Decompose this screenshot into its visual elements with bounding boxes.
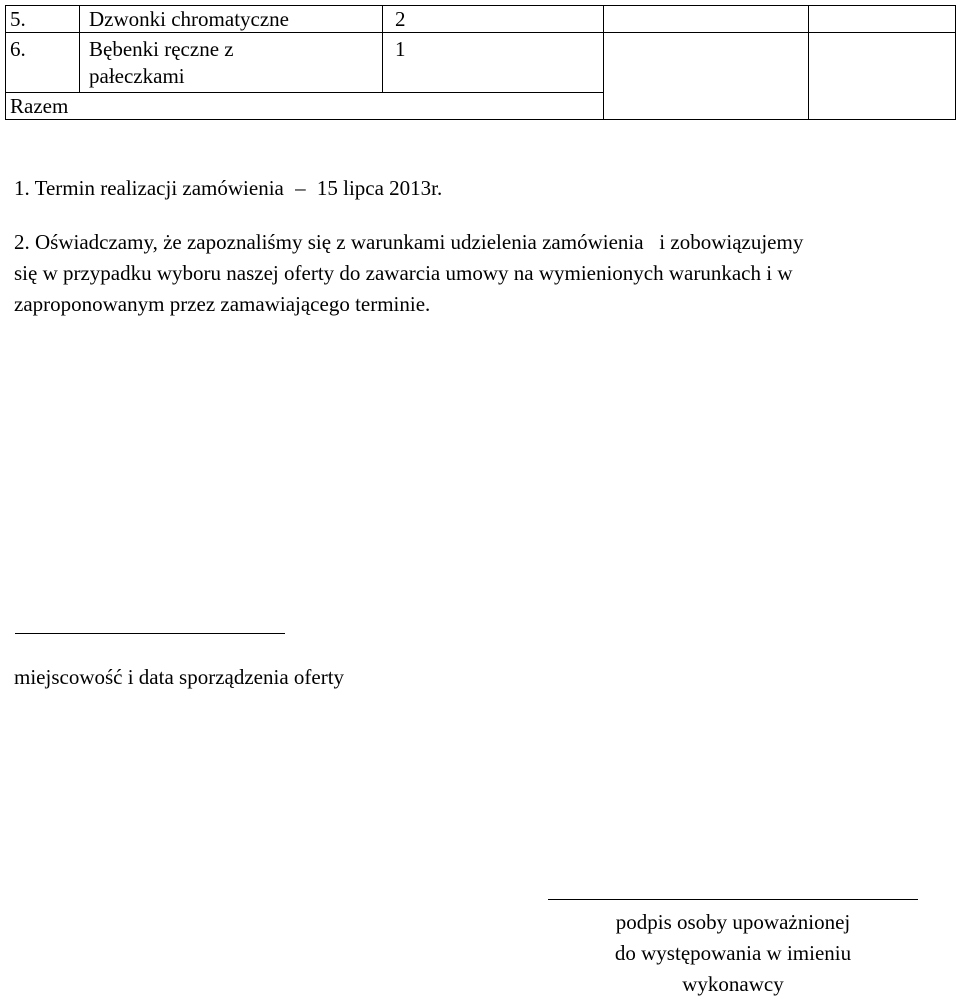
signature-underline	[548, 899, 918, 900]
dash: –	[295, 176, 306, 200]
delivery-term	[14, 174, 442, 203]
signature-line: podpis osoby upoważnionej	[615, 910, 851, 934]
table-col-divider	[79, 5, 80, 93]
delivery-term-label: 1. Termin realizacji zamówienia	[14, 176, 284, 200]
signature-line: wykonawcy	[682, 972, 784, 996]
item-quantity: 2	[395, 7, 406, 31]
table-col-divider	[603, 5, 604, 120]
item-name: Dzwonki chromatyczne	[89, 7, 290, 31]
table-border-bottom	[5, 119, 956, 120]
place-date-caption: miejscowość i data sporządzenia oferty	[14, 665, 345, 689]
table-col-divider	[382, 5, 383, 93]
item-quantity: 1	[395, 37, 406, 61]
items-table	[5, 5, 956, 120]
declaration-line: zaproponowanym przez zamawiającego terminie.	[14, 292, 431, 316]
table-border-left	[5, 5, 6, 120]
declaration-line: 2. Oświadczamy, że zapoznaliśmy się z warunkami udzielenia zamówienia i zobowiązujemy	[14, 230, 804, 254]
place-date-underline	[15, 633, 285, 634]
table-border-row	[5, 32, 956, 33]
row-number: 5.	[10, 7, 26, 31]
signature-line: do występowania w imieniu	[614, 941, 852, 965]
item-name: Bębenki ręczne z	[89, 37, 234, 61]
signature-caption	[548, 907, 918, 1000]
delivery-date: 15 lipca 2013r.	[316, 176, 443, 200]
table-border-right	[955, 5, 956, 120]
item-name-cont: pałeczkami	[89, 64, 185, 88]
table-border-row	[5, 92, 603, 93]
row-number: 6.	[10, 37, 26, 61]
declaration-line: się w przypadku wyboru naszej oferty do zawarcia umowy na wymienionych warunkach i w	[14, 261, 793, 285]
total-label: Razem	[10, 94, 69, 118]
table-col-divider	[808, 5, 809, 120]
